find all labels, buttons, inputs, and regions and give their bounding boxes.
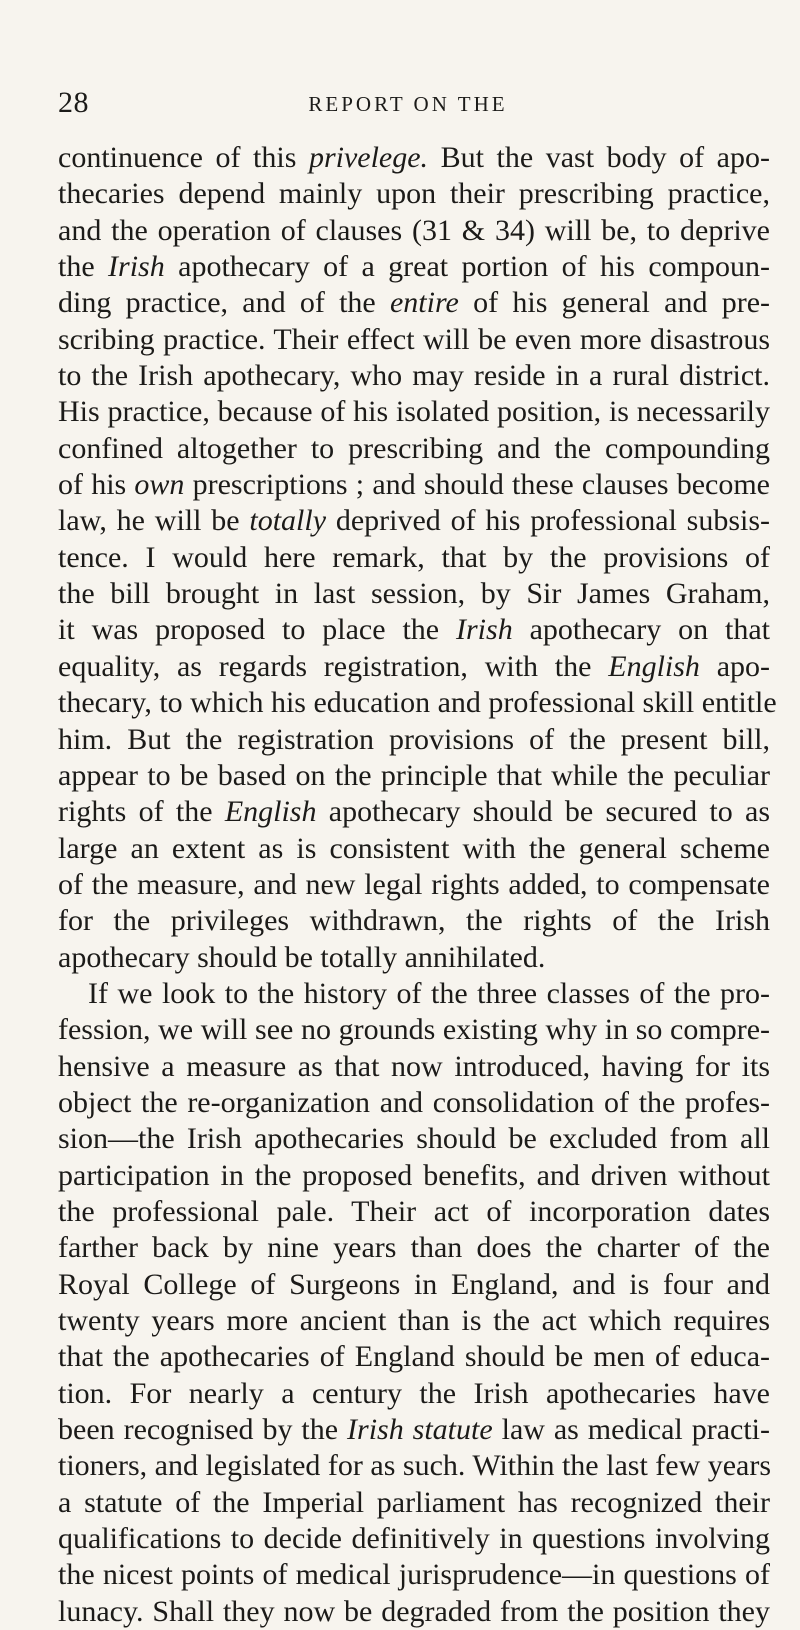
text-line	[58, 1049, 770, 1085]
text-line	[58, 1521, 770, 1557]
italic-phrase: entire	[389, 286, 459, 320]
text-run: the professional pale. Their act of incorporation dates	[58, 1194, 770, 1228]
text-line	[58, 213, 770, 249]
text-line	[58, 1230, 770, 1266]
running-title: REPORT ON THE	[308, 92, 508, 116]
text-run: prescriptions ; and should these clauses become	[184, 468, 770, 502]
text-line	[58, 1557, 770, 1593]
text-line	[58, 1194, 770, 1230]
text-run: of the measure, and new legal rights added, to compensate	[58, 867, 770, 901]
text-run: it was proposed to place the	[58, 613, 457, 647]
text-run: law, he will be	[58, 504, 250, 538]
text-run: the nicest points of medical jurisprudence—in questions of	[58, 1558, 770, 1592]
page-number: 28	[58, 86, 89, 119]
italic-phrase: English	[224, 795, 317, 829]
text-run: of his	[58, 468, 135, 502]
text-run: apothecary should be secured to as	[316, 795, 770, 829]
text-line	[58, 1158, 770, 1194]
text-run: ding practice, and of the	[58, 286, 390, 320]
text-run: If we look to the history of the three classes of the pro-	[88, 976, 770, 1010]
text-line	[58, 903, 770, 939]
text-run: Royal College of Surgeons in England, and is four and	[58, 1267, 770, 1301]
text-run: deprived of his professional subsis-	[326, 504, 771, 538]
text-run: tioners, and legislated for as such. Within the last few years	[58, 1449, 772, 1483]
text-run: and the operation of clauses (31 & 34) will be, to deprive	[58, 213, 770, 247]
text-line	[58, 1376, 770, 1412]
text-run: continuence of this	[58, 141, 309, 174]
text-run: appear to be based on the principle that while the peculiar	[58, 758, 770, 792]
text-line	[58, 285, 770, 321]
text-run: the	[58, 250, 109, 284]
text-run: apothecary of a great portion of his compoun-	[164, 250, 770, 284]
text-line	[58, 176, 770, 212]
text-line	[58, 1412, 770, 1448]
text-run: apo-	[699, 649, 771, 683]
text-line	[58, 540, 770, 576]
text-line	[58, 867, 770, 903]
text-run: law as medical practi-	[492, 1413, 770, 1447]
text-line	[58, 467, 770, 503]
text-run: the bill brought in last session, by Sir James Graham,	[58, 577, 770, 611]
italic-phrase: totally	[249, 504, 327, 538]
text-line	[58, 1485, 770, 1521]
text-run: tion. For nearly a century the Irish apothecaries have	[58, 1376, 770, 1410]
text-run: sion—the Irish apothecaries should be excluded from all	[58, 1122, 770, 1156]
text-line	[58, 940, 770, 976]
text-run: large an extent as is consistent with the general scheme	[58, 831, 770, 865]
text-run: scribing practice. Their effect will be even more disastrous	[58, 322, 770, 356]
text-line	[58, 1594, 770, 1630]
text-line	[58, 1085, 770, 1121]
text-run: farther back by nine years than does the charter of the	[58, 1231, 770, 1265]
text-line	[58, 322, 770, 358]
text-line	[58, 1121, 770, 1157]
italic-phrase: Irish statute	[347, 1413, 493, 1447]
text-line	[58, 140, 770, 176]
text-line	[58, 976, 770, 1012]
text-line	[58, 831, 770, 867]
text-line	[58, 1448, 770, 1484]
text-run: to the Irish apothecary, who may reside in a rural district.	[58, 359, 770, 393]
text-run: been recognised by the	[58, 1413, 348, 1447]
text-run: that the apothecaries of England should be men of educa-	[58, 1340, 770, 1374]
text-run: hensive a measure as that now introduced, having for its	[58, 1049, 770, 1083]
text-line	[58, 649, 770, 685]
text-run: apothecary on that	[512, 613, 770, 647]
text-run: qualifications to decide definitively in questions involving	[58, 1522, 770, 1556]
text-line	[58, 1339, 770, 1375]
text-line	[58, 394, 770, 430]
italic-phrase: English	[608, 649, 700, 683]
italic-phrase: own	[134, 468, 185, 502]
text-line	[58, 758, 770, 794]
text-run: equality, as regards registration, with the	[58, 649, 609, 683]
italic-phrase: Irish	[456, 613, 513, 647]
text-line	[58, 576, 770, 612]
italic-phrase: privelege.	[308, 141, 429, 174]
text-run: of his general and pre-	[458, 286, 771, 320]
text-run: a statute of the Imperial parliament has recognized their	[58, 1485, 770, 1519]
text-run: apothecary should be totally annihilated.	[58, 940, 546, 974]
text-run: object the re-organization and consolidation of the profes-	[58, 1085, 770, 1119]
text-line	[58, 503, 770, 539]
text-run: twenty years more ancient than is the act which requires	[58, 1304, 770, 1337]
text-run: participation in the proposed benefits, and driven without	[58, 1158, 770, 1192]
text-line	[58, 1303, 770, 1339]
text-run: fession, we will see no grounds existing why in so compre-	[58, 1013, 770, 1047]
text-run: thecary, to which his education and professional skill entitle	[58, 686, 777, 720]
text-line	[58, 358, 770, 394]
text-run: him. But the registration provisions of the present bill,	[58, 722, 770, 756]
text-run: for the privileges withdrawn, the rights of the Irish	[58, 904, 770, 938]
text-line	[58, 1267, 770, 1303]
body-text	[58, 140, 777, 1630]
italic-phrase: Irish	[108, 250, 165, 284]
text-line	[58, 794, 770, 830]
text-run: lunacy. Shall they now be degraded from the position they	[58, 1594, 770, 1628]
running-head	[58, 86, 758, 126]
text-line	[58, 1012, 770, 1048]
text-run: thecaries depend mainly upon their prescribing practice,	[58, 177, 770, 211]
text-run: His practice, because of his isolated position, is necessarily	[58, 395, 770, 429]
text-run: tence. I would here remark, that by the provisions of	[58, 540, 770, 574]
text-line	[58, 431, 770, 467]
text-run: confined altogether to prescribing and the compounding	[58, 431, 770, 465]
text-run: rights of the	[58, 795, 225, 829]
text-line	[58, 722, 770, 758]
text-run: But the vast body of apo-	[428, 141, 770, 174]
text-line	[58, 612, 770, 648]
text-line	[58, 685, 777, 721]
text-line	[58, 249, 770, 285]
